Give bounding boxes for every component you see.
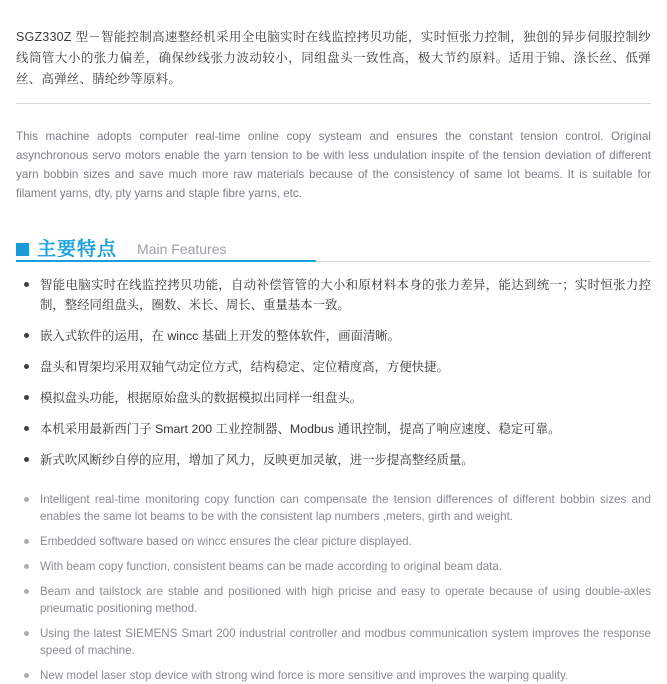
list-item: New model laser stop device with strong wind force is more sensitive and improves the warping quality. [22, 667, 651, 684]
list-item: 本机采用最新西门子 Smart 200 工业控制器、Modbus 通讯控制，提高了响应速度、稳定可靠。 [22, 419, 651, 439]
product-description-page [0, 13, 667, 683]
list-item: Using the latest SIEMENS Smart 200 industrial controller and modbus communication system improves the response speed of machine. [22, 625, 651, 659]
section-header-main-features [16, 231, 651, 261]
feature-list-chinese [16, 261, 651, 470]
intro-paragraph-chinese: SGZ330Z 型－智能控制高速整经机采用全电脑实时在线监控拷贝功能，实时恒张力控制，独创的异步伺服控制纱线筒管大小的张力偏差，确保纱线张力波动较小，同组盘头一致性高，极大节约原料。适用于锦、涤长丝、低弹丝、高弹丝、腈纶纱等原料。 [16, 29, 651, 86]
list-item: 盘头和胃架均采用双轴气动定位方式，结构稳定、定位精度高，方便快捷。 [22, 357, 651, 377]
list-item: Intelligent real-time monitoring copy function can compensate the tension differences of different bobbin sizes and enables the same lot beams to be with the consistent lap numbers ,meters, girth and weight. [22, 491, 651, 525]
horizontal-divider [16, 103, 651, 104]
list-item: Embedded software based on wincc ensures the clear picture displayed. [22, 533, 651, 550]
section-title-chinese: 主要特点 [37, 239, 118, 261]
list-item: 新式吹风断纱自停的应用，增加了风力，反映更加灵敏，进一步提高整经质量。 [22, 450, 651, 470]
section-underline-accent [16, 260, 316, 262]
list-item: With beam copy function, consistent beams can be made according to original beam data. [22, 558, 651, 575]
list-item: 模拟盘头功能，根据原始盘头的数据模拟出同样一组盘头。 [22, 388, 651, 408]
feature-list-english [16, 481, 651, 684]
list-item: Beam and tailstock are stable and positioned with high pricise and easy to operate because of using double-axles pneumatic positioning method. [22, 583, 651, 617]
intro-paragraph-english: This machine adopts computer real-time online copy systeam and ensures the constant tension control. Original asynchronous servo motors enable the yarn tension to be with less undulation inspite of the tension deviation of different yarn bobbin sizes and save much more raw materials because of the consistency of same lot beams. It is suitable for filament yarns, dty, pty yarns and staple fibre yarns, etc. [16, 130, 651, 201]
section-title-english: Main Features [137, 241, 227, 258]
square-bullet-icon [16, 243, 29, 256]
list-item: 嵌入式软件的运用，在 wincc 基础上开发的整体软件，画面清晰。 [22, 326, 651, 346]
list-item: 智能电脑实时在线监控拷贝功能，自动补偿管管的大小和原材料本身的张力差异，能达到统一；实时恒张力控制，整经同组盘头，圈数、米长、周长、重量基本一致。 [22, 275, 651, 315]
